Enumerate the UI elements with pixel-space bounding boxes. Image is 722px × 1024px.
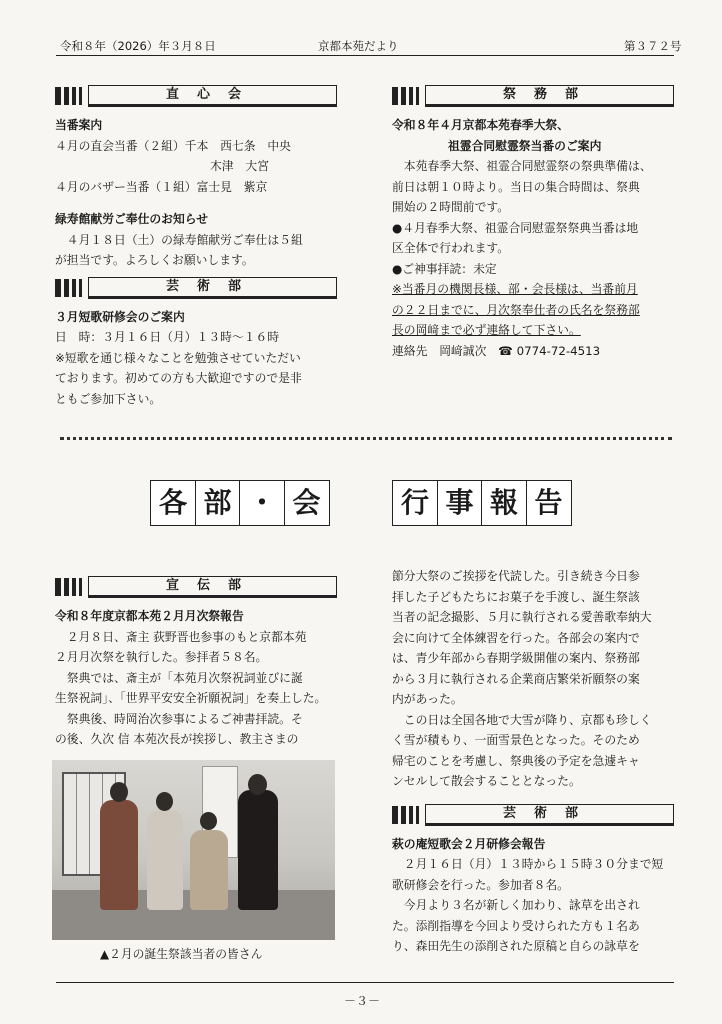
report-text: 生祭祝詞」、「世界平安安全祈願祝詞」を奏上した。	[55, 691, 327, 705]
report-text: から３月に執行される企業商店繁栄祈願祭の案	[392, 671, 640, 686]
person-head	[110, 782, 128, 802]
right-top-column	[392, 85, 682, 361]
saimu-text: 前日は朝１０時より。当日の集合時間は、祭典	[392, 179, 640, 194]
banner-bars-icon	[55, 279, 85, 297]
page-number: －３－	[344, 994, 381, 1008]
report-text: の後、久次 信 本苑次長が挨拶し、教主さまの	[55, 732, 299, 746]
report-text: 祭典後、時岡治次参事によるご神書拝読。そ	[66, 711, 303, 726]
kenro-text: が担当です。よろしくお願いします。	[55, 253, 254, 267]
tanka-report-text: た。添削指導を今回より受けられた方も１名あ	[392, 918, 640, 933]
report-text: 会に向けて全体練習を行った。各部会の案内で	[392, 630, 640, 645]
report-text: 帰宅のことを考慮し、祭典後の予定を急遽キャ	[392, 753, 640, 768]
person	[238, 790, 278, 910]
saimu-text: 区全体で行われます。	[392, 241, 510, 255]
section-title: 芸術部	[88, 277, 337, 299]
duty-line: ４月のバザー当番（１組）富士見 紫京	[55, 179, 268, 194]
report-text: 内があった。	[392, 692, 463, 706]
banner-bars-icon	[55, 578, 85, 596]
saimu-heading: 祖霊合同慰霊祭当番のご案内	[448, 138, 602, 153]
section-banner-senden	[55, 576, 337, 598]
duty-heading: 当番案内	[55, 118, 103, 132]
photo-caption: ▲２月の誕生祭該当者の皆さん	[100, 947, 263, 961]
issue-date: 令和８年（2026）年３月８日	[60, 39, 216, 53]
saimu-text: 開始の２時間前です。	[392, 200, 510, 214]
report-text: く雪が積もり、一面雪景色となった。そのため	[392, 733, 640, 747]
banner-bars-icon	[392, 806, 422, 824]
saimu-notice: の２２日までに、月次祭奉仕者の氏名を祭務部	[392, 302, 640, 317]
report-text: 節分大祭のご挨拶を代読した。引き続き今日参	[392, 569, 640, 583]
title-char: 各	[150, 480, 196, 526]
title-char: 報	[481, 480, 527, 526]
title-kakubu-kai	[150, 480, 328, 526]
report-text: 拝した子どもたちにお菓子を手渡し、誕生祭該	[392, 589, 640, 604]
report-text: は、青少年部から春期学級開催の案内、祭務部	[392, 651, 640, 665]
saimu-text: ●４月春季大祭、祖霊合同慰霊祭祭典当番は地	[392, 220, 639, 235]
section-banner-geijutsu	[55, 277, 337, 299]
tanka-report-text: ２月１６日（月）１３時から１５時３０分まで短	[403, 857, 664, 871]
group-photo	[52, 760, 335, 940]
saimu-contact: 連絡先 岡﨑誠次 ☎ 0774-72-4513	[392, 343, 601, 358]
section-divider	[60, 437, 672, 440]
saimu-text: ●ご神事拝読：未定	[392, 261, 497, 276]
title-char: ・	[239, 480, 285, 526]
header-rule	[56, 55, 674, 56]
tanka-text: ともご参加下さい。	[55, 391, 162, 406]
section-title: 芸術部	[425, 804, 674, 826]
report-text: 当者の記念撮影、５月に執行される愛善歌奉納大	[392, 610, 652, 624]
duty-line: 木津 大宮	[210, 159, 269, 173]
person	[100, 800, 138, 910]
report-text: ２月８日、斎主 荻野晋也参事のもと京都本苑	[66, 629, 307, 644]
title-char: 事	[437, 480, 483, 526]
person-head	[156, 792, 173, 811]
person-head	[200, 812, 217, 830]
kenro-heading: 緑寿館献労ご奉仕のお知らせ	[55, 212, 209, 226]
kenro-text: ４月１８日（土）の緑寿館献労ご奉仕は５組	[66, 232, 303, 247]
section-title: 宣伝部	[88, 576, 337, 598]
tanka-report-heading: 萩の庵短歌会２月研修会報告	[392, 836, 546, 851]
duty-line: ４月の直会当番（２組）千本 西七条 中央	[55, 138, 291, 153]
tanka-text: ております。初めての方も大歓迎ですので是非	[55, 371, 302, 385]
report-text: この日は全国各地で大雪が降り、京都も珍しく	[403, 712, 652, 727]
section-banner-geijutsu	[392, 804, 674, 826]
tanka-report-text: 歌研修会を行った。参加者８名。	[392, 877, 569, 892]
saimu-heading: 令和８年４月京都本苑春季大祭、	[392, 118, 569, 132]
left-bottom-column	[55, 576, 345, 750]
tanka-text: 日 時：３月１６日（月）１３時～１６時	[55, 330, 280, 344]
title-char: 部	[195, 480, 241, 526]
person	[147, 810, 183, 910]
banner-bars-icon	[55, 87, 85, 105]
tanka-report-text: 今月より３名が新しく加わり、詠草を出され	[403, 898, 640, 912]
tanka-text: ※短歌を通じ様々なことを勉強させていただい	[55, 350, 301, 365]
title-char: 告	[526, 480, 572, 526]
saimu-notice: ※当番月の機関長様、部・会長様は、当番前月	[392, 282, 638, 296]
section-title: 祭務部	[425, 85, 674, 107]
person-head	[248, 774, 267, 795]
title-char: 行	[392, 480, 438, 526]
left-top-column	[55, 85, 345, 409]
title-gyoji-hokoku	[392, 480, 570, 526]
report-text: ２月月次祭を執行した。参拝者５８名。	[55, 650, 268, 664]
report-text: 祭典では、斎主が「本苑月次祭祝詞並びに誕	[66, 670, 303, 685]
tanka-report-text: り、森田先生の添削された原稿と自らの詠草を	[392, 939, 640, 953]
issue-number: 第３７２号	[624, 39, 682, 53]
saimu-text: 本苑春季大祭、祖霊合同慰霊祭の祭典準備は、	[403, 159, 652, 173]
title-char: 会	[284, 480, 330, 526]
section-title: 直心会	[88, 85, 337, 107]
person	[190, 830, 228, 910]
report-heading: 令和８年度京都本苑２月月次祭報告	[55, 609, 244, 623]
footer-rule	[56, 982, 674, 983]
right-bottom-column	[392, 566, 684, 957]
section-banner-saimu	[392, 85, 674, 107]
report-text: ンセルして散会することとなった。	[392, 774, 581, 788]
tanka-heading: ３月短歌研修会のご案内	[55, 309, 185, 324]
saimu-notice: 長の岡﨑まで必ず連絡して下さい。	[392, 323, 581, 337]
section-banner-naoshinkai	[55, 85, 337, 107]
banner-bars-icon	[392, 87, 422, 105]
newsletter-title: 京都本苑だより	[318, 39, 399, 53]
